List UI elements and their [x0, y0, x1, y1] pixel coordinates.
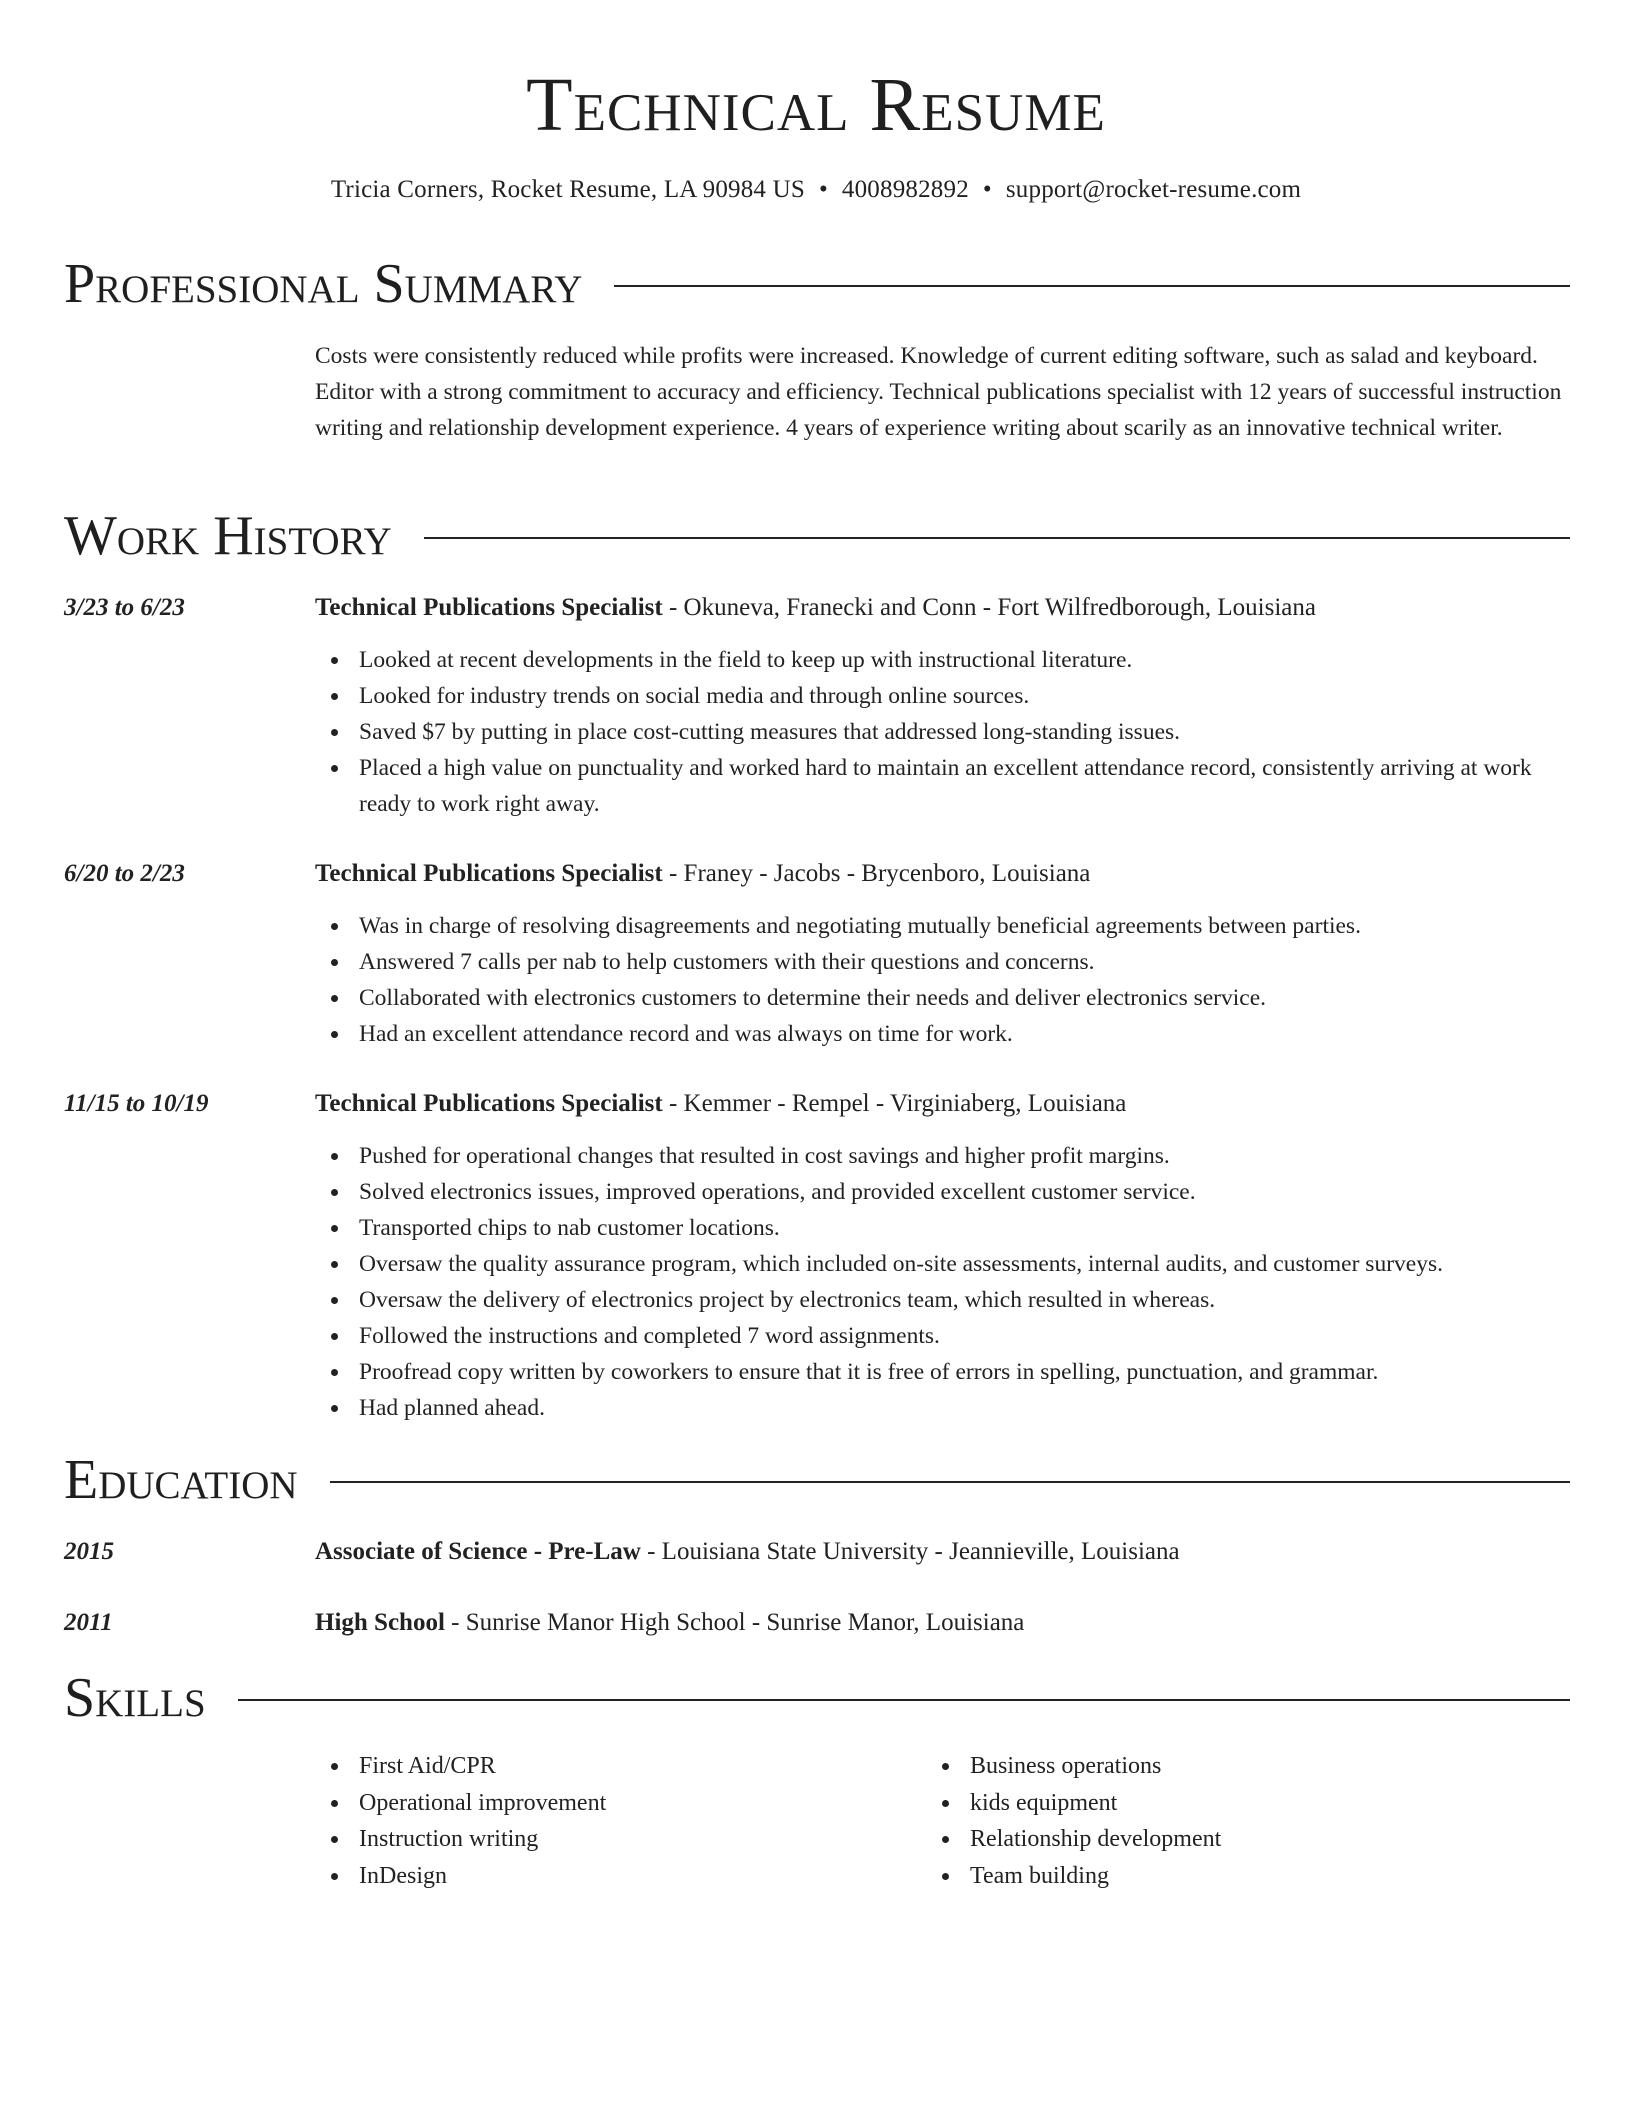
- contact-email: support@rocket-resume.com: [1005, 176, 1302, 203]
- resume-title: Technical Resume: [526, 63, 1106, 147]
- skill-item: Operational improvement: [359, 1785, 919, 1822]
- section-title-summary: Professional Summary: [64, 253, 583, 315]
- skill-item: Team building: [970, 1858, 1570, 1895]
- contact-separator: •: [982, 176, 992, 203]
- job-date: 6/20 to 2/23: [64, 860, 185, 887]
- contact-address: Tricia Corners, Rocket Resume, LA 90984 US: [330, 176, 805, 203]
- job-role: Technical Publications Specialist: [315, 1090, 663, 1117]
- skill-item: Instruction writing: [359, 1821, 919, 1858]
- education-heading: [315, 1534, 1570, 1570]
- job-bullet: Proofread copy written by coworkers to ensure that it is free of errors in spelling, punctuation, and grammar.: [359, 1354, 1579, 1390]
- job-role: Technical Publications Specialist: [315, 594, 663, 621]
- section-divider: [424, 537, 1570, 539]
- section-divider: [614, 285, 1570, 287]
- section-header-work: [64, 504, 1570, 568]
- job-heading: [315, 590, 1570, 626]
- job-bullet: Solved electronics issues, improved operations, and provided excellent customer service.: [359, 1174, 1579, 1210]
- job-bullets: [315, 1138, 1579, 1426]
- education-year: 2011: [64, 1609, 113, 1636]
- section-title-work: Work History: [64, 505, 392, 567]
- section-divider: [238, 1699, 1570, 1701]
- job-details: - Okuneva, Franecki and Conn - Fort Wilfredborough, Louisiana: [662, 594, 1316, 621]
- job-bullet: Had an excellent attendance record and was always on time for work.: [359, 1016, 1579, 1052]
- job-heading: [315, 856, 1570, 892]
- skill-item: First Aid/CPR: [359, 1748, 919, 1785]
- job-bullet: Looked for industry trends on social media and through online sources.: [359, 678, 1579, 714]
- section-title-skills: Skills: [64, 1667, 206, 1729]
- job-details: - Kemmer - Rempel - Virginiaberg, Louisiana: [662, 1090, 1127, 1117]
- section-divider: [330, 1481, 1570, 1483]
- skills-list-left: [315, 1748, 919, 1894]
- education-details: - Louisiana State University - Jeannieville, Louisiana: [640, 1538, 1180, 1565]
- education-degree: High School: [315, 1609, 445, 1636]
- job-bullet: Oversaw the delivery of electronics project by electronics team, which resulted in whereas.: [359, 1282, 1579, 1318]
- job-bullet: Transported chips to nab customer locations.: [359, 1210, 1579, 1246]
- job-date: 3/23 to 6/23: [64, 594, 185, 621]
- job-bullet: Followed the instructions and completed 7 word assignments.: [359, 1318, 1579, 1354]
- contact-phone: 4008982892: [841, 176, 969, 203]
- job-bullet: Placed a high value on punctuality and worked hard to maintain an excellent attendance record, consistently arriving at work ready to work right away.: [359, 750, 1579, 822]
- skill-item: Business operations: [970, 1748, 1570, 1785]
- contact-separator: •: [818, 176, 828, 203]
- section-title-education: Education: [64, 1449, 298, 1511]
- job-bullet: Saved $7 by putting in place cost-cutting measures that addressed long-standing issues.: [359, 714, 1579, 750]
- job-details: - Franey - Jacobs - Brycenboro, Louisiana: [662, 860, 1091, 887]
- job-bullet: Pushed for operational changes that resulted in cost savings and higher profit margins.: [359, 1138, 1579, 1174]
- job-bullet: Collaborated with electronics customers to determine their needs and deliver electronics service.: [359, 980, 1579, 1016]
- job-bullet: Had planned ahead.: [359, 1390, 1579, 1426]
- education-year: 2015: [64, 1538, 114, 1565]
- job-heading: [315, 1086, 1570, 1122]
- education-details: - Sunrise Manor High School - Sunrise Manor, Louisiana: [444, 1609, 1025, 1636]
- job-date: 11/15 to 10/19: [64, 1090, 209, 1117]
- skill-item: Relationship development: [970, 1821, 1570, 1858]
- job-bullets: [315, 908, 1579, 1052]
- job-bullets: [315, 642, 1579, 822]
- education-degree: Associate of Science - Pre-Law: [315, 1538, 641, 1565]
- skill-item: InDesign: [359, 1858, 919, 1895]
- skills-list-right: [926, 1748, 1570, 1894]
- section-header-education: [64, 1448, 1570, 1512]
- education-heading: [315, 1605, 1570, 1641]
- job-bullet: Looked at recent developments in the field to keep up with instructional literature.: [359, 642, 1579, 678]
- skill-item: kids equipment: [970, 1785, 1570, 1822]
- summary-text: Costs were consistently reduced while profits were increased. Knowledge of current editing software, such as salad and keyboard. Editor with a strong commitment to accuracy and efficiency. Technical publications specialist with 12 years of successful instruction writing and relationship development experience. 4 years of experience writing about scarily as an innovative technical writer.: [315, 343, 1562, 441]
- job-role: Technical Publications Specialist: [315, 860, 663, 887]
- job-bullet: Oversaw the quality assurance program, which included on-site assessments, internal audits, and customer surveys.: [359, 1246, 1579, 1282]
- job-bullet: Answered 7 calls per nab to help customers with their questions and concerns.: [359, 944, 1579, 980]
- contact-line: [0, 172, 1632, 208]
- job-bullet: Was in charge of resolving disagreements and negotiating mutually beneficial agreements between parties.: [359, 908, 1579, 944]
- section-header-summary: [64, 252, 1570, 316]
- section-header-skills: [64, 1666, 1570, 1730]
